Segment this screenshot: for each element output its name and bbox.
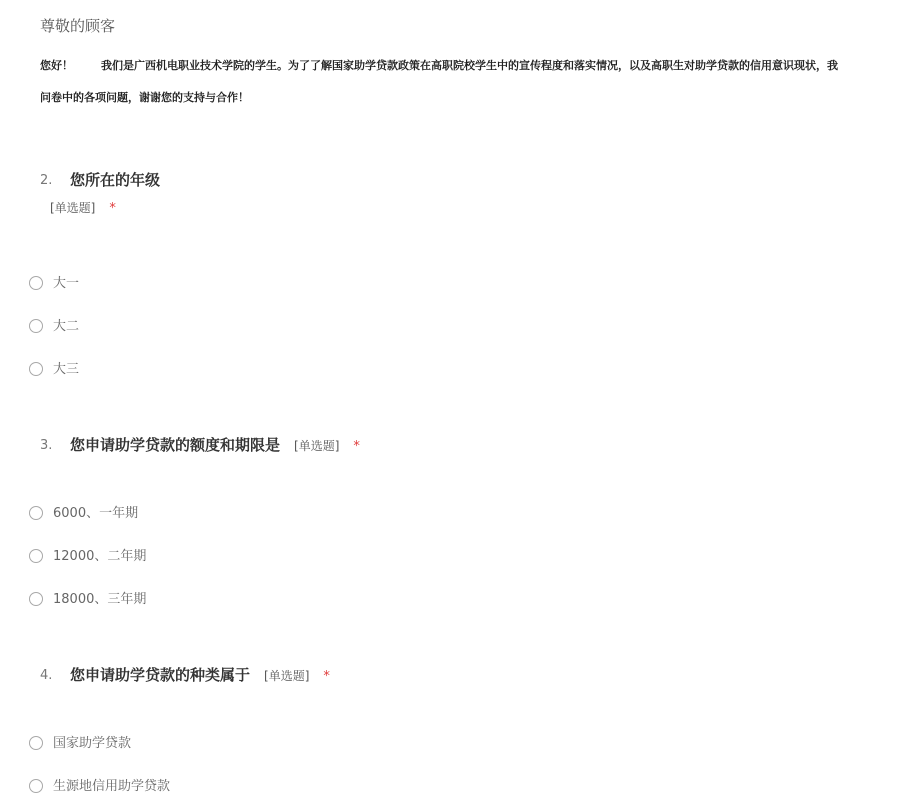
intro-text	[40, 58, 900, 110]
option-label[interactable]: 6000、一年期	[53, 506, 139, 521]
question-number: 3.	[40, 438, 53, 453]
intro-body: 我们是广西机电职业技术学院的学生。为了了解国家助学贷款政策在高职院校学生中的宣传程度和落实情况，以及高职生对助学贷款的信用意识现状，我	[101, 59, 838, 72]
radio-button[interactable]	[29, 506, 43, 520]
option-label[interactable]: 大一	[53, 276, 80, 291]
question-type-label: [单选题]	[50, 201, 96, 215]
option-label[interactable]: 12000、二年期	[53, 549, 147, 564]
radio-button[interactable]	[29, 362, 43, 376]
question-header	[40, 434, 880, 458]
question-type-label: [单选题]	[264, 669, 310, 683]
question-type-label: [单选题]	[294, 439, 340, 453]
intro-line-1	[40, 58, 900, 78]
option-label[interactable]: 大二	[53, 319, 80, 334]
question-2	[40, 169, 880, 216]
radio-button[interactable]	[29, 319, 43, 333]
question-header	[40, 664, 880, 688]
option-label[interactable]: 国家助学贷款	[53, 736, 132, 751]
question-3	[40, 434, 880, 458]
option-label[interactable]: 生源地信用助学贷款	[53, 779, 171, 794]
question-title	[70, 434, 360, 455]
radio-button[interactable]	[29, 779, 43, 793]
intro-hello: 您好！	[40, 59, 73, 72]
required-mark: *	[353, 439, 360, 454]
required-mark: *	[323, 669, 330, 684]
question-number: 4.	[40, 668, 53, 683]
question-header	[40, 169, 880, 193]
question-number: 2.	[40, 173, 53, 188]
required-mark: *	[109, 201, 116, 216]
greeting-heading: 尊敬的顾客	[40, 17, 116, 35]
radio-button[interactable]	[29, 276, 43, 290]
question-title-text: 您申请助学贷款的种类属于	[70, 666, 251, 684]
question-title-text: 您申请助学贷款的额度和期限是	[70, 436, 281, 454]
option-label[interactable]: 18000、三年期	[53, 592, 147, 607]
option-label[interactable]: 大三	[53, 362, 80, 377]
question-title	[70, 664, 330, 685]
question-type-line	[50, 199, 116, 216]
radio-button[interactable]	[29, 549, 43, 563]
radio-button[interactable]	[29, 592, 43, 606]
intro-line-2: 问卷中的各项问题，谢谢您的支持与合作！	[40, 91, 249, 104]
radio-button[interactable]	[29, 736, 43, 750]
question-title: 您所在的年级	[70, 171, 161, 189]
question-4	[40, 664, 880, 688]
